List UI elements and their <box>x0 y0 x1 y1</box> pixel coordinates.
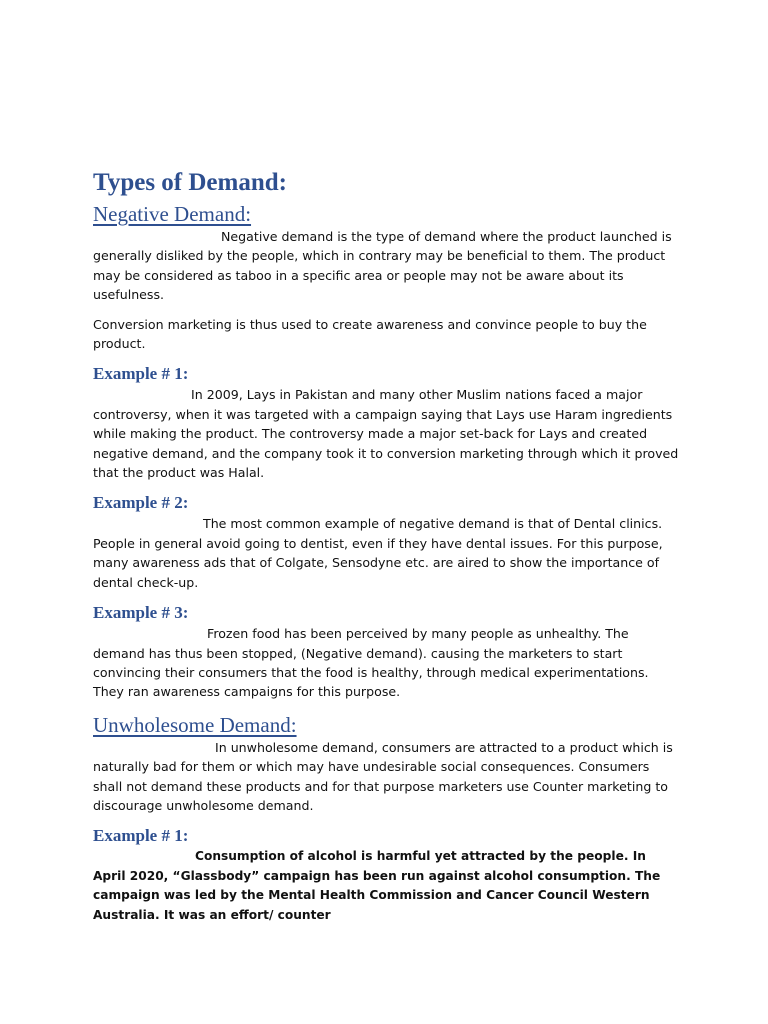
example-heading: Example # 2: <box>93 493 189 513</box>
paragraph: In unwholesome demand, consumers are attracted to a product which is naturally bad for them or which may have undesirable social consequences. Consumers shall not demand these products and for that purpose marketers use Counter marketing to discourage unwholesome demand. <box>93 739 673 813</box>
negative-demand-section <box>93 201 680 702</box>
example-heading: Example # 1: <box>93 826 189 846</box>
example-paragraph: Consumption of alcohol is harmful yet attracted by the people. In April 2020, “Glassbody” campaign has been run against alcohol consumption. The campaign was led by the Mental Health Commission and Cancer Council Western Australia. It was an effort/ counter <box>93 849 661 922</box>
example-paragraph: In 2009, Lays in Pakistan and many other Muslim nations faced a major controversy, when it was targeted with a campaign saying that Lays use Haram ingredients while making the product. The controversy made a major set-back for Lays and created negative demand, and the company took it to conversion marketing through which it proved that the product was Halal. <box>93 387 679 481</box>
example-heading: Example # 3: <box>93 603 189 623</box>
section-heading-negative-demand: Negative Demand: <box>93 202 252 226</box>
paragraph: Negative demand is the type of demand where the product launched is generally disliked by the people, which in contrary may be beneficial to them. The product may be considered as taboo in a specific area or people may not be aware about its usefulness. <box>93 229 672 303</box>
section-heading-unwholesome-demand: Unwholesome Demand: <box>93 712 297 737</box>
unwholesome-demand-section <box>93 712 680 925</box>
example-heading: Example # 1: <box>93 364 189 384</box>
example-paragraph: The most common example of negative demand is that of Dental clinics. People in general avoid going to dentist, even if they have dental issues. For this purpose, many awareness ads that of Colgate, Sensodyne etc. are aired to show the importance of dental check-up. <box>93 516 663 590</box>
page-title: Types of Demand: <box>93 169 287 196</box>
paragraph: Conversion marketing is thus used to create awareness and convince people to buy the product. <box>93 316 647 352</box>
example-paragraph: Frozen food has been perceived by many people as unhealthy. The demand has thus been stopped, (Negative demand). causing the marketers to start convincing their consumers that the food is healthy, through medical experimentations. They ran awareness campaigns for this purpose. <box>93 626 649 700</box>
